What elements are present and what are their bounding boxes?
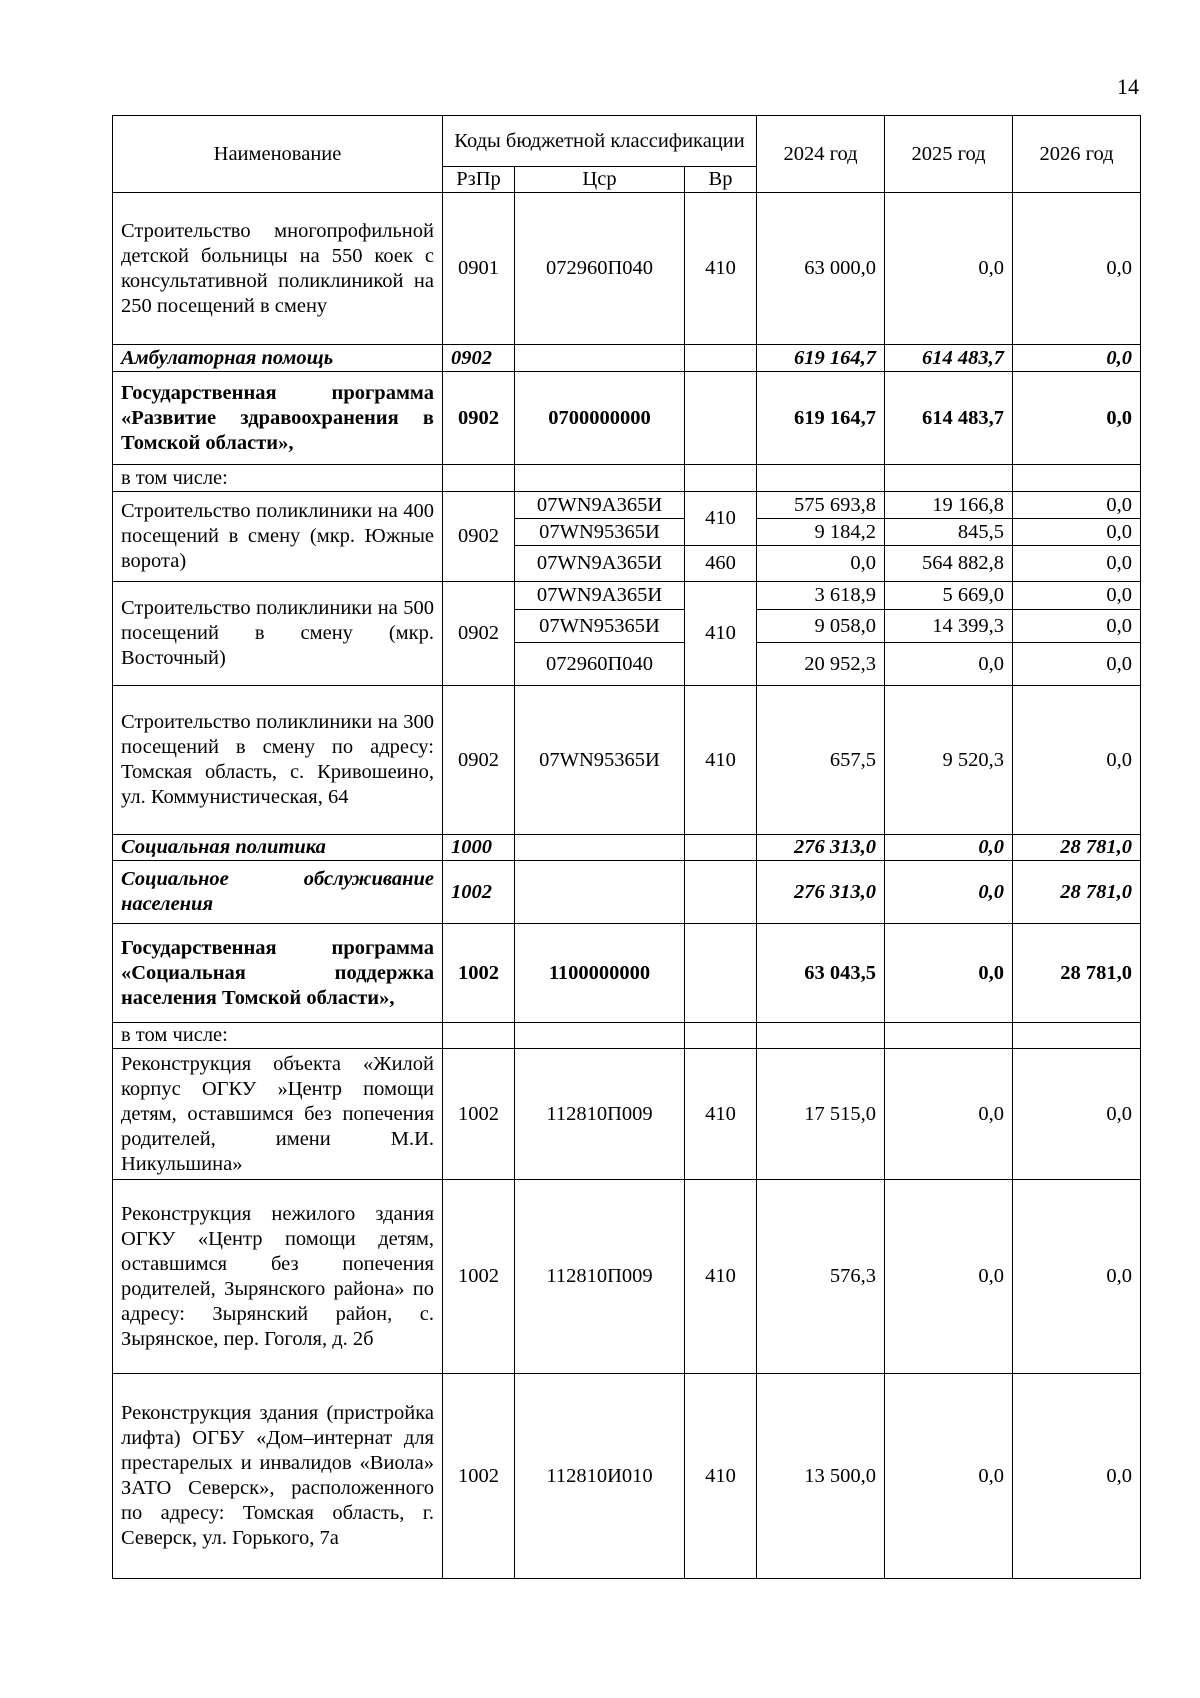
row-csr: 112810П009: [515, 1049, 685, 1180]
row-2025: 9 520,3: [885, 686, 1013, 835]
row-2025: 0,0: [885, 1374, 1013, 1579]
table-row-section: [113, 835, 1141, 861]
row-2024: 619 164,7: [757, 345, 885, 372]
row-name: Реконструкция здания (пристройка лифта) ОГБУ «Дом–интернат для престарелых и инвалидов «Виола» ЗАТО Северск», расположенного по адресу: Томская область, г. Северск, ул. Горького, 7а: [113, 1374, 443, 1579]
budget-table: [112, 115, 1141, 1579]
row-2026: 0,0: [1013, 372, 1141, 465]
row-vr: [685, 345, 757, 372]
row-csr: 072960П040: [515, 193, 685, 345]
row-name: Строительство поликлиники на 400 посещений в смену (мкр. Южные ворота): [113, 492, 443, 582]
row-2024: 276 313,0: [757, 861, 885, 924]
table-row: [113, 1374, 1141, 1579]
header-vr: Вр: [685, 167, 757, 193]
row-2026: 0,0: [1013, 193, 1141, 345]
row-rzpr: 1002: [443, 1374, 515, 1579]
row-2025: 0,0: [885, 924, 1013, 1023]
table-row: [113, 492, 1141, 519]
row-name: Амбулаторная помощь: [113, 345, 443, 372]
header-codes: Коды бюджетной классификации: [443, 116, 757, 167]
row-vr: 410: [685, 686, 757, 835]
table-row-program: [113, 372, 1141, 465]
row-2025: 614 483,7: [885, 372, 1013, 465]
table-row-section: [113, 861, 1141, 924]
page-number: 14: [1117, 74, 1139, 99]
row-2024: 575 693,8: [757, 492, 885, 519]
row-name: Строительство поликлиники на 500 посещений в смену (мкр. Восточный): [113, 582, 443, 686]
row-csr: 07WN95365И: [515, 519, 685, 546]
table-row: [113, 686, 1141, 835]
row-2025: 0,0: [885, 835, 1013, 861]
row-csr: 07WN9A365И: [515, 582, 685, 610]
row-vr: 410: [685, 492, 757, 546]
row-2026: 0,0: [1013, 643, 1141, 686]
table-row: [113, 1180, 1141, 1374]
row-2024: 9 058,0: [757, 610, 885, 643]
row-2026: 0,0: [1013, 345, 1141, 372]
row-2025: 845,5: [885, 519, 1013, 546]
row-vr: [685, 372, 757, 465]
row-2025: 0,0: [885, 861, 1013, 924]
row-2024: 619 164,7: [757, 372, 885, 465]
row-rzpr: 1002: [443, 924, 515, 1023]
row-2026: 0,0: [1013, 492, 1141, 519]
row-csr: [515, 345, 685, 372]
row-vr: 410: [685, 1049, 757, 1180]
row-csr: 0700000000: [515, 372, 685, 465]
header-csr: Цср: [515, 167, 685, 193]
row-2026: 0,0: [1013, 1049, 1141, 1180]
row-rzpr: 1002: [443, 1049, 515, 1180]
row-rzpr: 0902: [443, 372, 515, 465]
row-2025: 0,0: [885, 643, 1013, 686]
row-2024: 63 043,5: [757, 924, 885, 1023]
row-csr: 07WN95365И: [515, 686, 685, 835]
row-vr: 410: [685, 1180, 757, 1374]
row-2025: 0,0: [885, 1049, 1013, 1180]
row-csr: 07WN95365И: [515, 610, 685, 643]
row-2024: 0,0: [757, 546, 885, 582]
row-name: Строительство многопрофильной детской больницы на 550 коек с консультативной поликлиникой на 250 посещений в смену: [113, 193, 443, 345]
row-rzpr: 0902: [443, 345, 515, 372]
header-2024: 2024 год: [757, 116, 885, 193]
table-row: [113, 465, 1141, 492]
row-rzpr: 1000: [443, 835, 515, 861]
row-name: Социальная политика: [113, 835, 443, 861]
row-2026: 0,0: [1013, 582, 1141, 610]
row-2026: 28 781,0: [1013, 861, 1141, 924]
header-2026: 2026 год: [1013, 116, 1141, 193]
table-row-section: [113, 345, 1141, 372]
row-csr: 112810И010: [515, 1374, 685, 1579]
row-2025: 614 483,7: [885, 345, 1013, 372]
row-vr: 410: [685, 1374, 757, 1579]
header-name: Наименование: [113, 116, 443, 193]
row-rzpr: 1002: [443, 1180, 515, 1374]
row-csr: 07WN9A365И: [515, 546, 685, 582]
row-rzpr: 0902: [443, 582, 515, 686]
row-csr: 1100000000: [515, 924, 685, 1023]
row-2026: 0,0: [1013, 546, 1141, 582]
table-row: [113, 1049, 1141, 1180]
row-vr: 410: [685, 193, 757, 345]
row-name: в том числе:: [113, 465, 443, 492]
row-2025: 5 669,0: [885, 582, 1013, 610]
row-2026: 28 781,0: [1013, 835, 1141, 861]
row-2026: 0,0: [1013, 610, 1141, 643]
table-row: [113, 193, 1141, 345]
row-name: Социальное обслуживание населения: [113, 861, 443, 924]
row-2025: 0,0: [885, 1180, 1013, 1374]
row-name: Государственная программа «Социальная поддержка населения Томской области»,: [113, 924, 443, 1023]
row-2024: 20 952,3: [757, 643, 885, 686]
row-2024: 13 500,0: [757, 1374, 885, 1579]
row-2024: 17 515,0: [757, 1049, 885, 1180]
header-2025: 2025 год: [885, 116, 1013, 193]
row-rzpr: 0902: [443, 492, 515, 582]
row-2026: 0,0: [1013, 1374, 1141, 1579]
row-rzpr: 0902: [443, 686, 515, 835]
row-name: Реконструкция объекта «Жилой корпус ОГКУ »Центр помощи детям, оставшимся без попечения родителей, имени М.И. Никульшина»: [113, 1049, 443, 1180]
table-row-program: [113, 924, 1141, 1023]
table-header-row: [113, 116, 1141, 167]
row-csr: 112810П009: [515, 1180, 685, 1374]
row-2025: 564 882,8: [885, 546, 1013, 582]
row-2026: 0,0: [1013, 519, 1141, 546]
row-2025: 0,0: [885, 193, 1013, 345]
row-csr: 072960П040: [515, 643, 685, 686]
row-name: Государственная программа «Развитие здравоохранения в Томской области»,: [113, 372, 443, 465]
row-rzpr: 1002: [443, 861, 515, 924]
row-2024: 276 313,0: [757, 835, 885, 861]
row-2024: 3 618,9: [757, 582, 885, 610]
row-2025: 19 166,8: [885, 492, 1013, 519]
table-row: [113, 1023, 1141, 1049]
row-name: Реконструкция нежилого здания ОГКУ «Центр помощи детям, оставшимся без попечения родителей, Зырянского района» по адресу: Зырянский район, с. Зырянское, пер. Гоголя, д. 2б: [113, 1180, 443, 1374]
row-2024: 9 184,2: [757, 519, 885, 546]
table-row: [113, 582, 1141, 610]
row-rzpr: 0901: [443, 193, 515, 345]
header-rzpr: РзПр: [443, 167, 515, 193]
row-2024: 657,5: [757, 686, 885, 835]
row-csr: 07WN9A365И: [515, 492, 685, 519]
row-vr: 460: [685, 546, 757, 582]
row-2026: 28 781,0: [1013, 924, 1141, 1023]
row-2024: 576,3: [757, 1180, 885, 1374]
row-2026: 0,0: [1013, 1180, 1141, 1374]
row-2026: 0,0: [1013, 686, 1141, 835]
row-2025: 14 399,3: [885, 610, 1013, 643]
row-2024: 63 000,0: [757, 193, 885, 345]
row-name: в том числе:: [113, 1023, 443, 1049]
row-vr: 410: [685, 582, 757, 686]
row-name: Строительство поликлиники на 300 посещений в смену по адресу: Томская область, с. Кривошеино, ул. Коммунистическая, 64: [113, 686, 443, 835]
